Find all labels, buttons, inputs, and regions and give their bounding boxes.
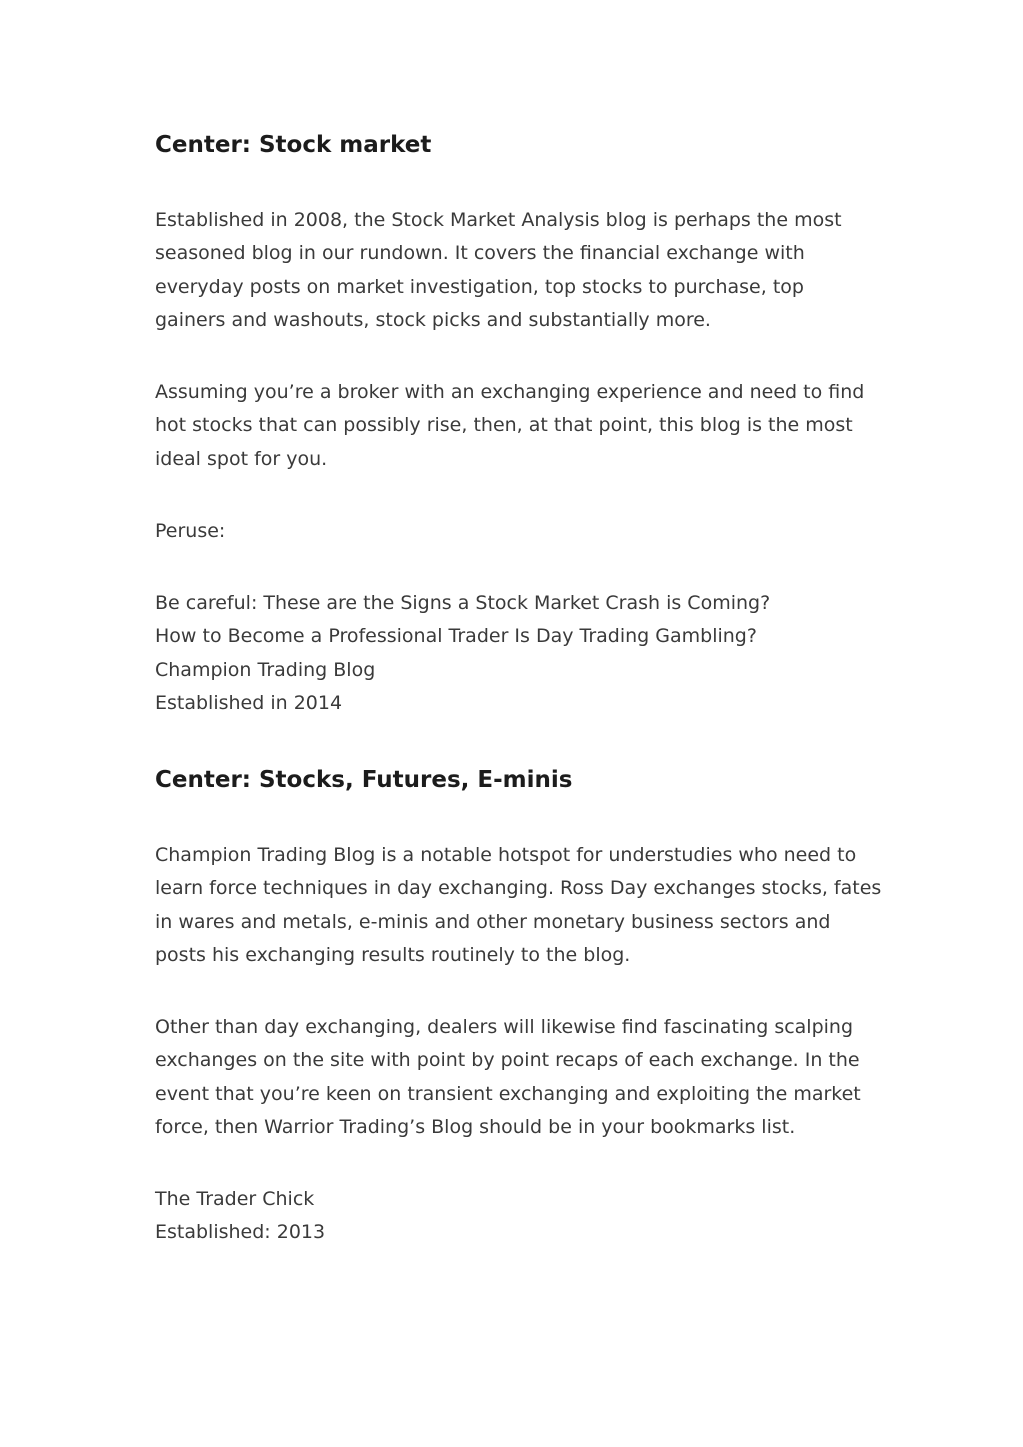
paragraph-broker [155, 376, 875, 476]
paragraph-trader-chick [155, 1183, 875, 1250]
text-line: learn force techniques in day exchanging. Ross Day exchanges stocks, fates [155, 877, 882, 900]
reading-list [155, 587, 875, 720]
text-line: force, then Warrior Trading’s Blog should be in your bookmarks list. [155, 1115, 796, 1138]
text-line: posts his exchanging results routinely to the blog. [155, 943, 631, 966]
paragraph-peruse [155, 515, 875, 548]
text-line: Other than day exchanging, dealers will likewise find fascinating scalping [155, 1016, 854, 1038]
text-line: exchanges on the site with point by point recaps of each exchange. In the [155, 1049, 860, 1072]
text-line: event that you’re keen on transient exchanging and exploiting the market [155, 1082, 861, 1105]
text-line: Assuming you’re a broker with an exchanging experience and need to find [155, 381, 865, 403]
paragraph-scalping [155, 1011, 875, 1144]
section-heading-stock-market: Center: Stock market [155, 132, 432, 158]
text-line: seasoned blog in our rundown. It covers the financial exchange with [155, 242, 805, 265]
list-item: Champion Trading Blog [155, 658, 376, 681]
list-item: How to Become a Professional Trader Is Day Trading Gambling? [155, 625, 757, 648]
text-line: ideal spot for you. [155, 447, 328, 470]
text-line: Established: 2013 [155, 1221, 326, 1244]
text-line: in wares and metals, e-minis and other monetary business sectors and [155, 910, 831, 933]
list-item: Be careful: These are the Signs a Stock Market Crash is Coming? [155, 592, 771, 614]
text-line: gainers and washouts, stock picks and substantially more. [155, 308, 711, 331]
text-line: everyday posts on market investigation, top stocks to purchase, top [155, 275, 804, 298]
paragraph-intro [155, 204, 875, 337]
list-item: Established in 2014 [155, 691, 343, 714]
text-line: Champion Trading Blog is a notable hotspot for understudies who need to [155, 844, 857, 866]
section-heading-stocks-futures: Center: Stocks, Futures, E-minis [155, 767, 573, 793]
text-line: The Trader Chick [155, 1188, 315, 1210]
paragraph-champion [155, 839, 882, 972]
peruse-label: Peruse: [155, 520, 226, 542]
text-line: hot stocks that can possibly rise, then, at that point, this blog is the most [155, 414, 853, 437]
text-line: Established in 2008, the Stock Market Analysis blog is perhaps the most [155, 209, 842, 231]
